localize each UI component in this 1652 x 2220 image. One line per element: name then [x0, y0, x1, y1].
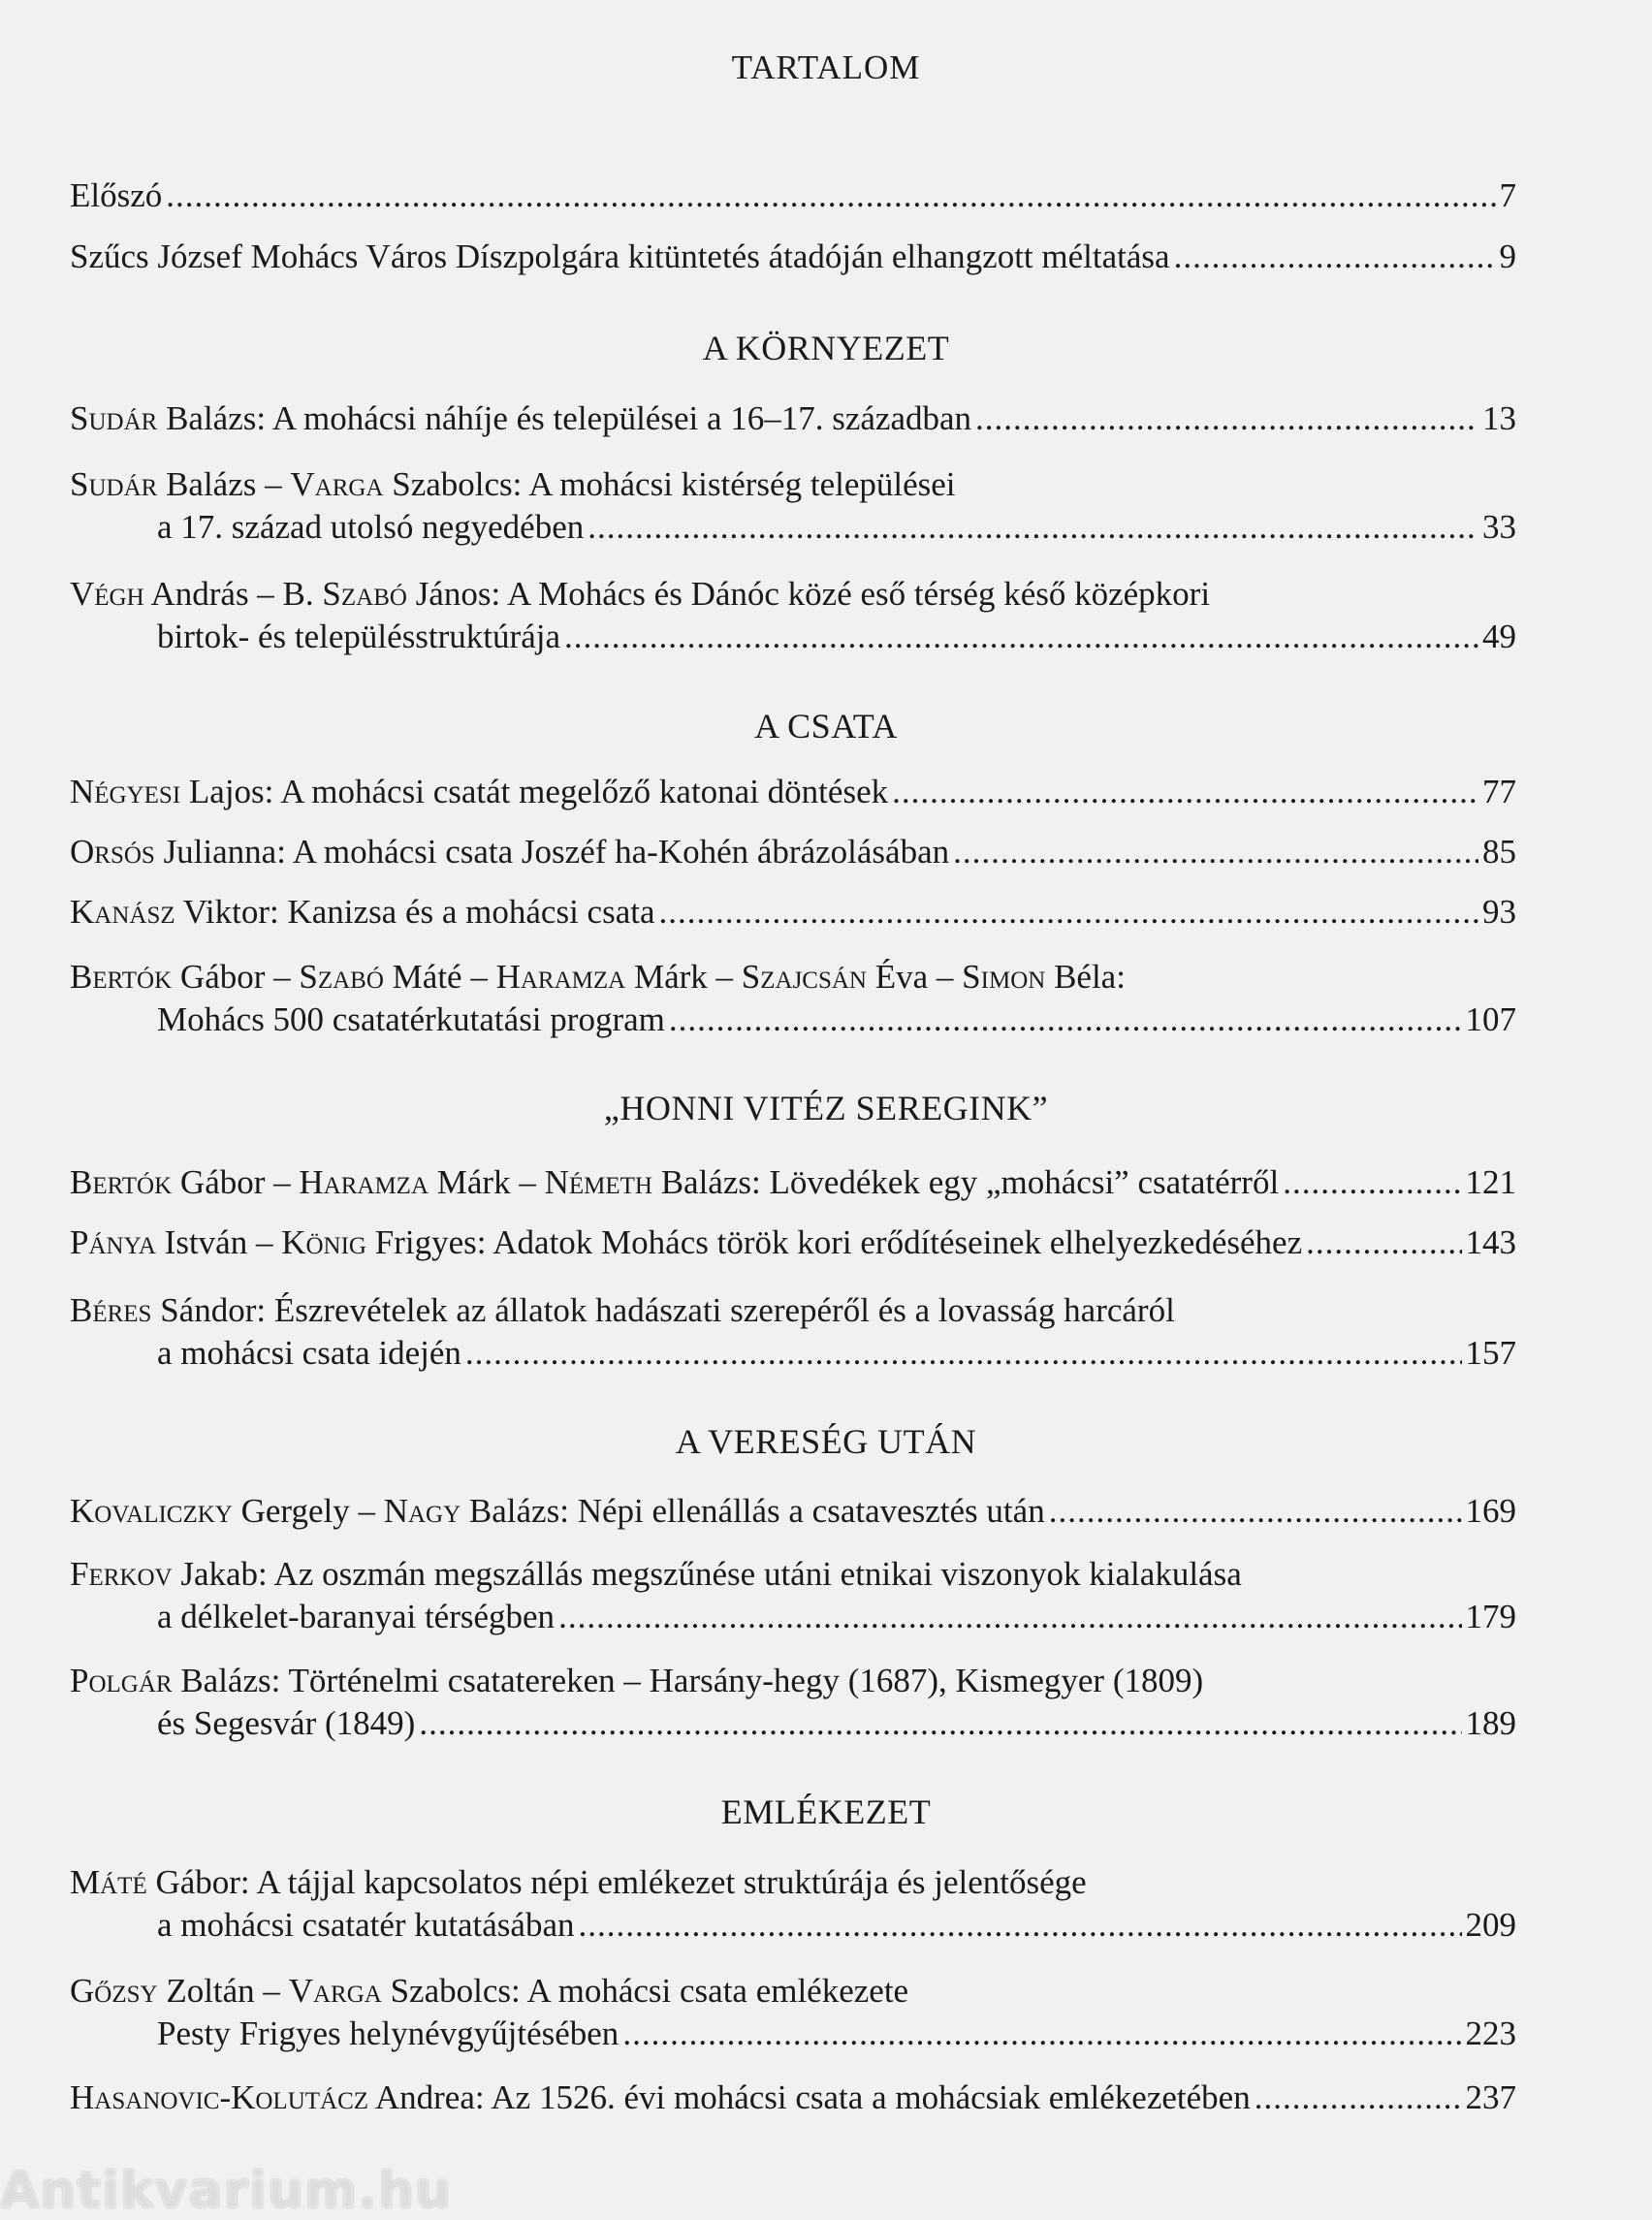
toc-entry[interactable]: [70, 1660, 1516, 1745]
toc-entry-tribute[interactable]: [70, 236, 1516, 278]
entry-line1: Máté Gábor: A tájjal kapcsolatos népi emlékezet struktúrája és jelentősége: [70, 1863, 1087, 1901]
toc-entry[interactable]: [70, 956, 1516, 1041]
section-heading: A KÖRNYEZET: [702, 329, 950, 367]
toc-entry[interactable]: [70, 891, 1516, 934]
entry-title-cont: a mohácsi csata idején: [157, 1334, 461, 1372]
page-number: 49: [1482, 618, 1516, 655]
entry-text: Négyesi Lajos: A mohácsi csatát megelőző katonai döntések: [70, 773, 889, 810]
page-number: 189: [1465, 1704, 1516, 1742]
leader-dots: [564, 616, 1478, 658]
page-number: 157: [1465, 1334, 1516, 1372]
entry-line1: Gőzsy Zoltán – Varga Szabolcs: A mohácsi csata emlékezete: [70, 1972, 909, 2010]
page-title: TARTALOM: [731, 48, 921, 86]
leader-dots: [166, 174, 1495, 217]
toc-entry[interactable]: [70, 397, 1516, 440]
page-number: 107: [1465, 1000, 1516, 1038]
entry-title: Előszó: [70, 176, 163, 214]
toc-entry[interactable]: [70, 831, 1516, 873]
section-heading: A CSATA: [754, 707, 898, 745]
toc-entry[interactable]: [70, 1221, 1516, 1264]
entry-title-cont: a délkelet-baranyai térségben: [157, 1598, 556, 1635]
page-number: 77: [1482, 773, 1516, 810]
toc-entry[interactable]: [70, 1490, 1516, 1533]
leader-dots: [1283, 1161, 1461, 1204]
page-number: 179: [1465, 1598, 1516, 1635]
toc-entry[interactable]: [70, 2077, 1516, 2119]
page-number: 93: [1482, 893, 1516, 931]
entry-line1: Ferkov Jakab: Az oszmán megszállás megszűnése utáni etnikai viszonyok kialakulása: [70, 1555, 1242, 1593]
toc-entry[interactable]: [70, 1970, 1516, 2055]
page-number: 13: [1482, 399, 1516, 437]
leader-dots: [1049, 1490, 1462, 1533]
entry-title-cont: és Segesvár (1849): [157, 1704, 416, 1742]
toc-entry[interactable]: [70, 1861, 1516, 1947]
entry-title-cont: birtok- és településstruktúrája: [157, 618, 560, 655]
entry-text: Bertók Gábor – Haramza Márk – Németh Balázs: Lövedékek egy „mohácsi” csatatérről: [70, 1163, 1280, 1201]
leader-dots: [1174, 236, 1496, 278]
entry-line1: Végh András – B. Szabó János: A Mohács és Dánóc közé eső térség késő középkori: [70, 575, 1211, 613]
page-number: 143: [1465, 1223, 1516, 1261]
page-number: 85: [1482, 833, 1516, 871]
entry-title-cont: Pesty Frigyes helynévgyűjtésében: [157, 2014, 620, 2052]
leader-dots: [465, 1332, 1462, 1375]
leader-dots: [579, 1904, 1462, 1947]
leader-dots: [953, 831, 1478, 873]
entry-text: Hasanovic-Kolutácz Andrea: Az 1526. évi mohácsi csata a mohácsiak emlékezetében: [70, 2078, 1251, 2116]
page-number: 7: [1499, 176, 1516, 214]
entry-line1: Sudár Balázs – Varga Szabolcs: A mohácsi kistérség települései: [70, 465, 956, 503]
page-number: 33: [1482, 508, 1516, 546]
leader-dots: [975, 397, 1478, 440]
section-heading: A VERESÉG UTÁN: [675, 1422, 977, 1461]
page-number: 223: [1465, 2014, 1516, 2052]
leader-dots: [1306, 1221, 1461, 1264]
leader-dots: [419, 1702, 1461, 1745]
toc-entry[interactable]: [70, 771, 1516, 813]
entry-text: Sudár Balázs: A mohácsi náhíje és települései a 16–17. században: [70, 399, 972, 437]
leader-dots: [892, 771, 1478, 813]
entry-title-cont: Mohács 500 csatatérkutatási program: [157, 1000, 665, 1038]
entry-line1: Béres Sándor: Észrevételek az állatok hadászati szerepéről és a lovasság harcáról: [70, 1291, 1175, 1329]
page-number: 209: [1465, 1906, 1516, 1944]
leader-dots: [558, 1596, 1461, 1638]
toc-entry[interactable]: [70, 463, 1516, 549]
section-heading: EMLÉKEZET: [720, 1792, 932, 1831]
entry-text: Kovaliczky Gergely – Nagy Balázs: Népi ellenállás a csatavesztés után: [70, 1492, 1045, 1530]
leader-dots: [669, 999, 1462, 1041]
toc-entry[interactable]: [70, 1553, 1516, 1638]
entry-title-cont: a mohácsi csatatér kutatásában: [157, 1906, 575, 1944]
leader-dots: [1255, 2077, 1462, 2119]
section-heading: „HONNI VITÉZ SEREGINK”: [603, 1089, 1049, 1127]
page-number: 9: [1499, 238, 1516, 275]
page-number: 169: [1465, 1492, 1516, 1530]
toc-entry[interactable]: [70, 573, 1516, 658]
page-number: 237: [1465, 2078, 1516, 2116]
entry-line1: Bertók Gábor – Szabó Máté – Haramza Márk – Szajcsán Éva – Simon Béla:: [70, 958, 1126, 996]
entry-title: Szűcs József Mohács Város Díszpolgára kitüntetés átadóján elhangzott méltatása: [70, 238, 1170, 275]
entry-title-cont: a 17. század utolsó negyedében: [157, 508, 585, 546]
watermark: Antikvarium.hu: [0, 2162, 452, 2220]
leader-dots: [659, 891, 1479, 934]
entry-line1: Polgár Balázs: Történelmi csatatereken – Harsány-hegy (1687), Kismegyer (1809): [70, 1662, 1204, 1699]
toc-entry[interactable]: [70, 1161, 1516, 1204]
leader-dots: [588, 506, 1478, 549]
toc-entry-foreword[interactable]: [70, 174, 1516, 217]
toc-entry[interactable]: [70, 1289, 1516, 1375]
entry-text: Kanász Viktor: Kanizsa és a mohácsi csata: [70, 893, 655, 931]
entry-text: Orsós Julianna: A mohácsi csata Joszéf ha-Kohén ábrázolásában: [70, 833, 950, 871]
entry-text: Pánya István – König Frigyes: Adatok Mohács török kori erődítéseinek elhelyezkedéséhez: [70, 1223, 1303, 1261]
page-number: 121: [1465, 1163, 1516, 1201]
leader-dots: [622, 2013, 1461, 2055]
